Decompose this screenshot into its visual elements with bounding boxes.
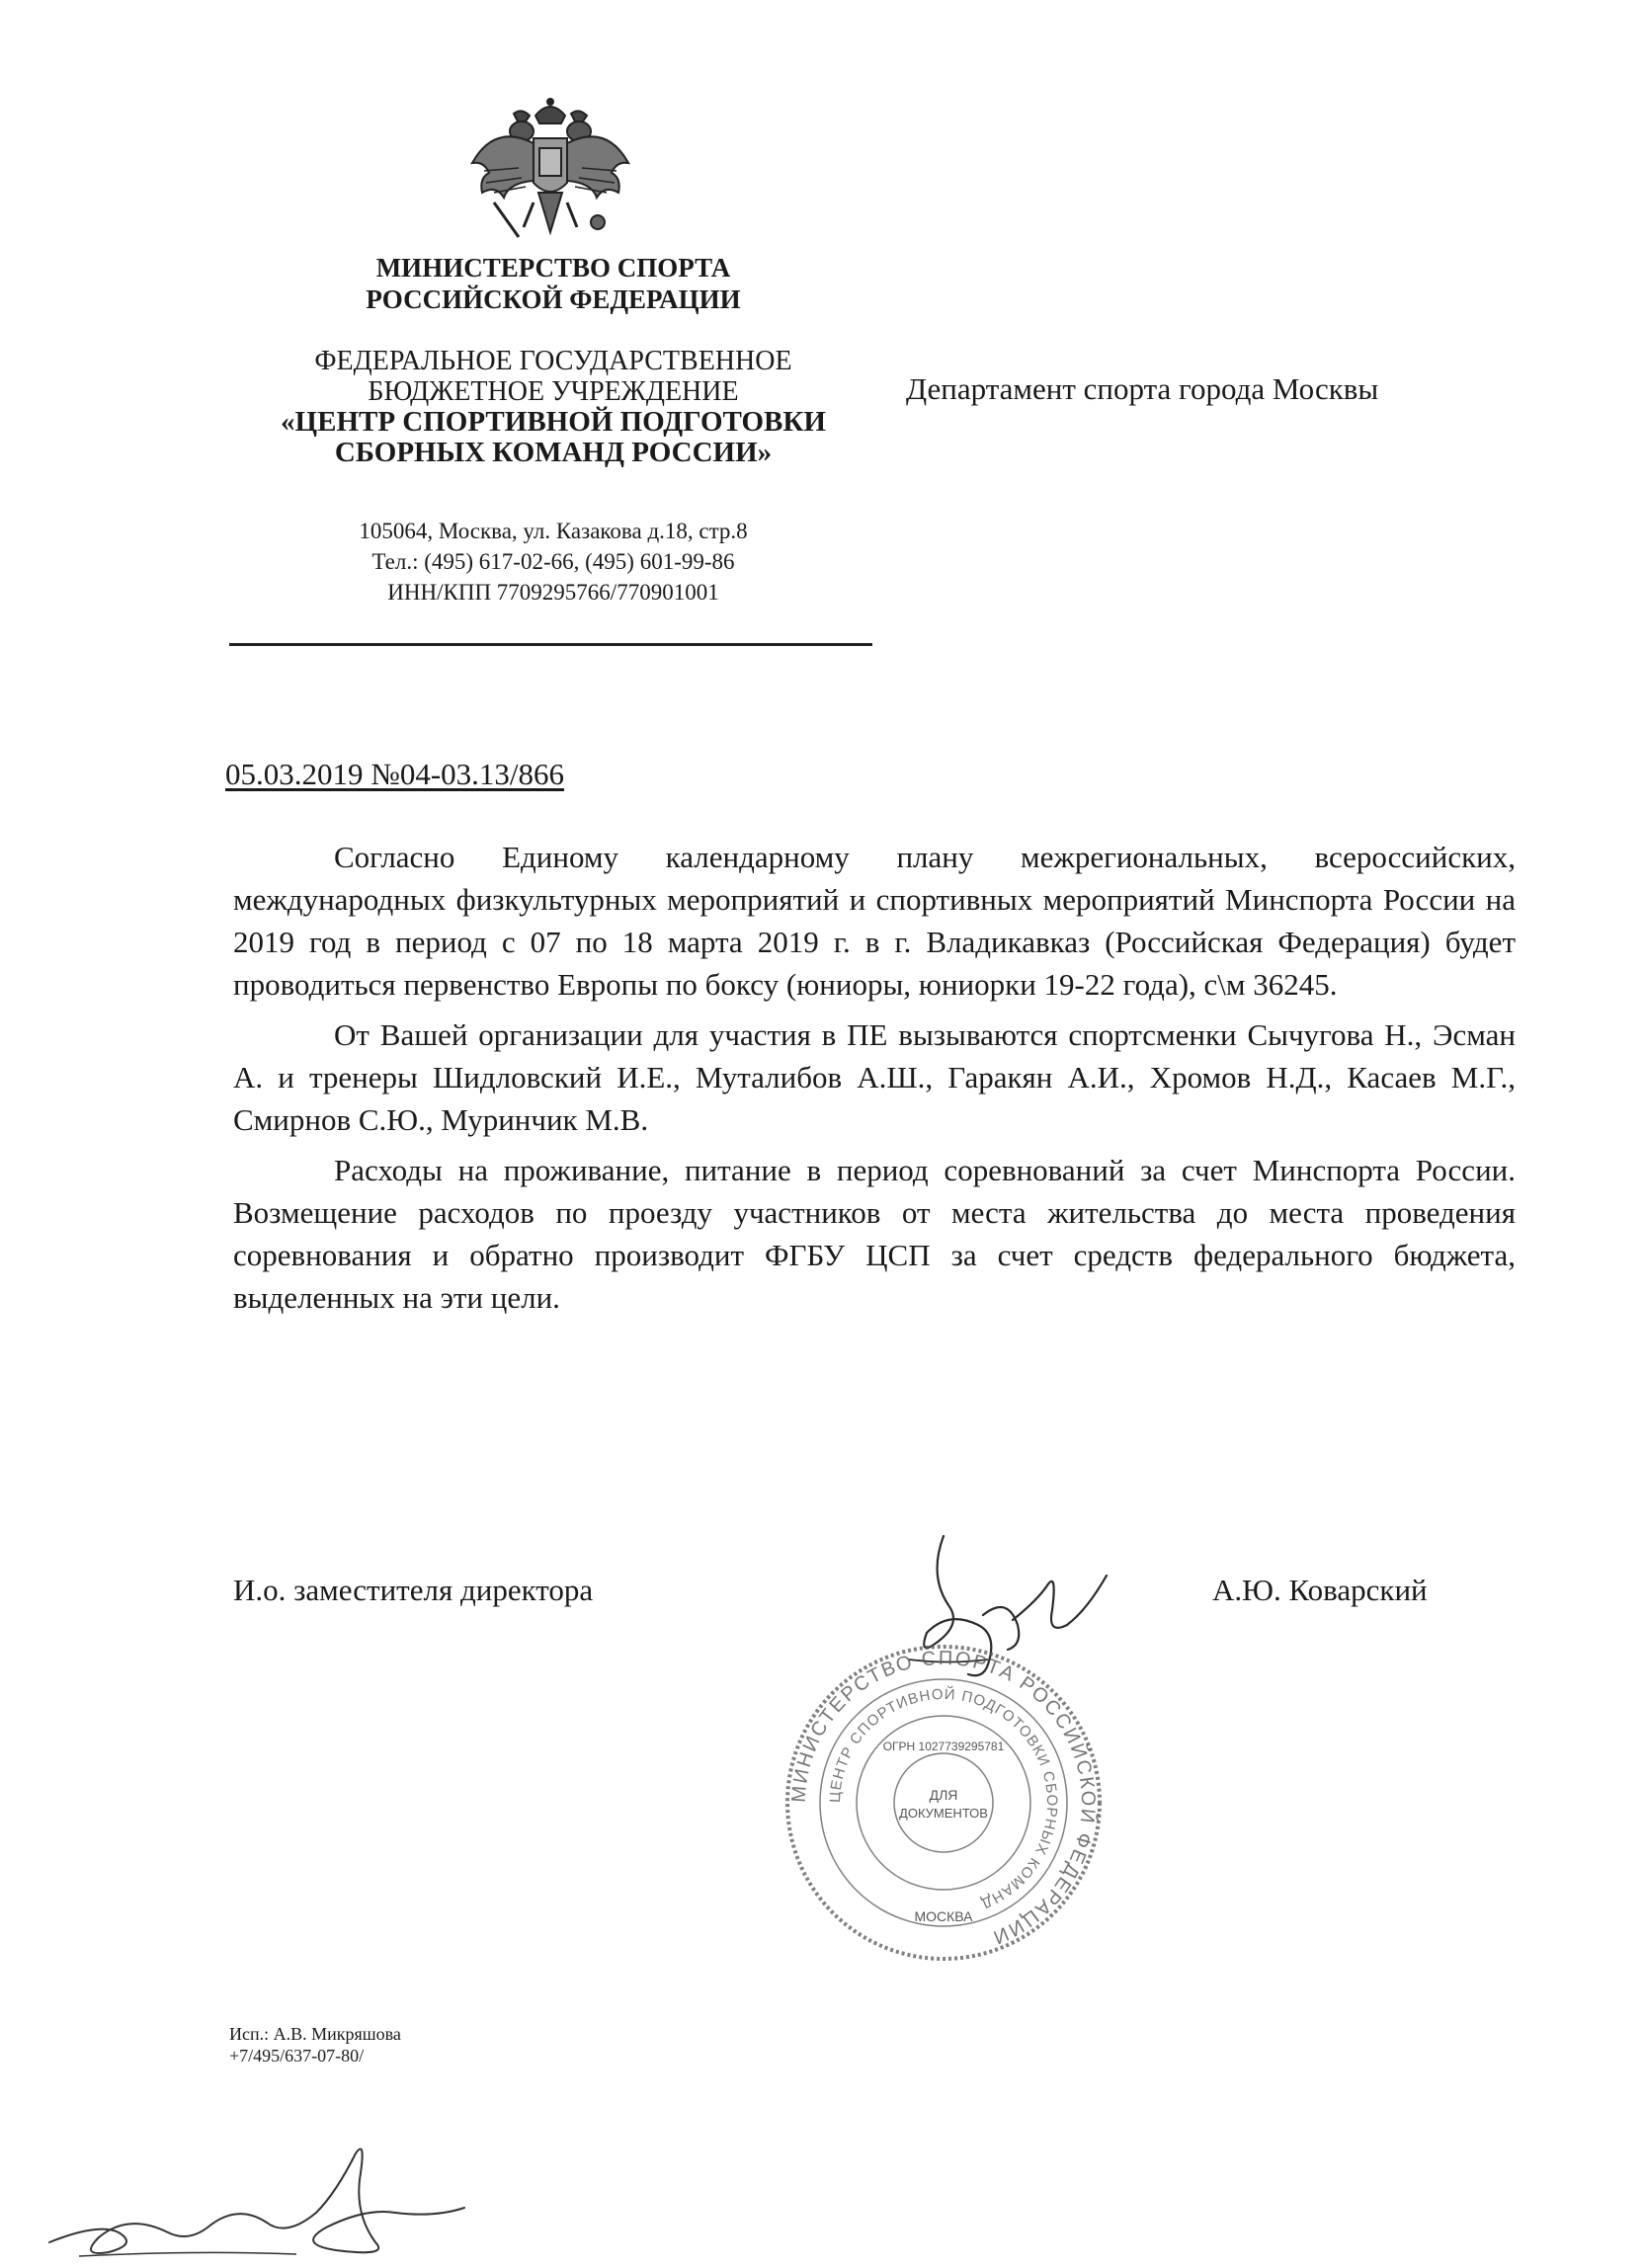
stamp-ogrn: ОГРН 1027739295781 <box>882 1740 1005 1753</box>
recipient: Департамент спорта города Москвы <box>906 371 1379 406</box>
paragraph-2: От Вашей организации для участия в ПЕ вызываются спортсменки Сычугова Н., Эсман А. и тренеры Шидловский И.Е., Муталибов А.Ш., Гаракян А.И., Хромов Н.Д., Касаев М.Г., Смирнов С.Ю., Муринчик М.В. <box>233 1017 1516 1137</box>
stamp-outer-text: МИНИСТЕРСТВО СПОРТА РОССИЙСКОЙ ФЕДЕРАЦИИ <box>787 1647 1100 1949</box>
address: 105064, Москва, ул. Казакова д.18, стр.8 <box>359 519 748 543</box>
stamp-bottom-text: МОСКВА <box>914 1908 973 1924</box>
coat-of-arms-emblem <box>464 94 637 252</box>
signatory-name: А.Ю. Коварский <box>1212 1573 1428 1607</box>
organization-name <box>257 346 850 468</box>
stamp-center-line-1: ДЛЯ <box>929 1787 958 1803</box>
paragraph-1: Согласно Единому календарному плану межрегиональных, всероссийских, международных физкультурных мероприятий и спортивных мероприятий Минспорта России на 2019 год в период с 07 по 18 марта 2019 г. в г. Владикавказ (Российская Федерация) будет проводиться первенство Европы по боксу (юниоры, юниорки 19-22 года), с\м 36245. <box>233 840 1516 1002</box>
ministry-line-2: РОССИЙСКОЙ ФЕДЕРАЦИИ <box>366 284 741 314</box>
signatory-title: И.о. заместителя директора <box>233 1573 594 1607</box>
official-round-stamp <box>781 1640 1107 1966</box>
org-line-4: СБОРНЫХ КОМАНД РОССИИ» <box>334 437 773 468</box>
executor-phone: +7/495/637-07-80/ <box>229 2046 365 2066</box>
executor-name: Исп.: А.В. Микряшова <box>229 2024 401 2044</box>
paragraph-3: Расходы на проживание, питание в период соревнований за счет Минспорта России. Возмещение расходов по проезду участников от места жительства до места проведения соревнования и обратно производит ФГБУ ЦСП за счет средств федерального бюджета, выделенных на эти цели. <box>233 1153 1516 1315</box>
org-line-2: БЮДЖЕТНОЕ УЧРЕЖДЕНИЕ <box>368 376 739 407</box>
org-line-3: «ЦЕНТР СПОРТИВНОЙ ПОДГОТОВКИ <box>281 406 826 438</box>
executor-info <box>229 2023 401 2066</box>
stamp-center-line-2: ДОКУМЕНТОВ <box>899 1806 988 1821</box>
document-number: 05.03.2019 №04-03.13/866 <box>225 757 565 791</box>
header-divider <box>229 643 872 646</box>
phones: Тел.: (495) 617-02-66, (495) 601-99-86 <box>371 549 735 574</box>
handwritten-initials <box>40 2134 474 2267</box>
ministry-line-1: МИНИСТЕРСТВО СПОРТА <box>375 253 731 283</box>
inn-kpp: ИНН/КПП 7709295766/770901001 <box>387 580 719 605</box>
organization-contacts <box>257 516 850 608</box>
stamp-inner-text: ЦЕНТР СПОРТИВНОЙ ПОДГОТОВКИ СБОРНЫХ КОМАНД <box>826 1685 1061 1912</box>
org-line-1: ФЕДЕРАЛЬНОЕ ГОСУДАРСТВЕННОЕ <box>314 346 792 376</box>
letter-body <box>233 836 1516 1327</box>
ministry-name <box>257 252 850 315</box>
